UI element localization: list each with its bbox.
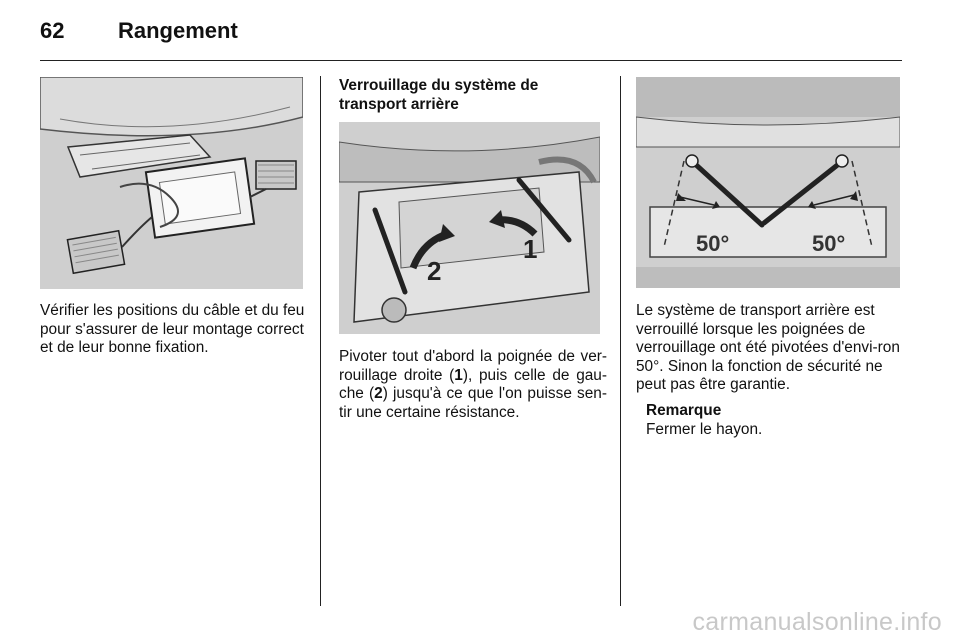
cable-check-paragraph: Vérifier les positions du câble et du feu pour s'assurer de leur montage correct et de leur bonne fixation. (40, 302, 305, 356)
callout-1: 1 (523, 234, 538, 264)
pivot-text-part-b: ), puis celle de gau-che ( (339, 366, 607, 402)
pivot-text-part-a: Pivoter tout d'abord la poignée de ver-rouillage droite ( (339, 348, 607, 384)
page-number: 62 (40, 18, 65, 43)
angle-label-left: 50° (696, 231, 730, 256)
note-title: Remarque (646, 402, 722, 419)
pivot-ref-2: 2 (374, 385, 383, 402)
pivot-text-part-c: ) jusqu'à ce que l'on puisse sen-tir une certaine résistance. (339, 385, 607, 421)
page-title: Rangement (118, 18, 238, 43)
watermark: carmanualsonline.info (692, 608, 942, 636)
locked-angle-illustration (636, 77, 900, 288)
section-heading: Verrouillage du système de transport arrière (339, 77, 539, 113)
carrier-light-illustration (40, 77, 303, 289)
note-box (646, 402, 906, 439)
angle-label-right: 50° (812, 231, 846, 256)
note-text: Fermer le hayon. (646, 420, 763, 438)
locked-state-paragraph: Le système de transport arrière est verrouillé lorsque les poignées de verrouillage ont été pivotées d'envi-ron 50°. Sinon la fonction de sécurité ne peut pas être garantie. (636, 302, 900, 393)
locking-handles-illustration (339, 122, 600, 334)
column-divider-right (620, 76, 621, 606)
column-divider-left (320, 76, 321, 606)
pivot-instructions-paragraph (339, 348, 607, 422)
header-rule (40, 60, 902, 61)
pivot-ref-1: 1 (454, 366, 463, 384)
callout-2: 2 (427, 256, 442, 286)
